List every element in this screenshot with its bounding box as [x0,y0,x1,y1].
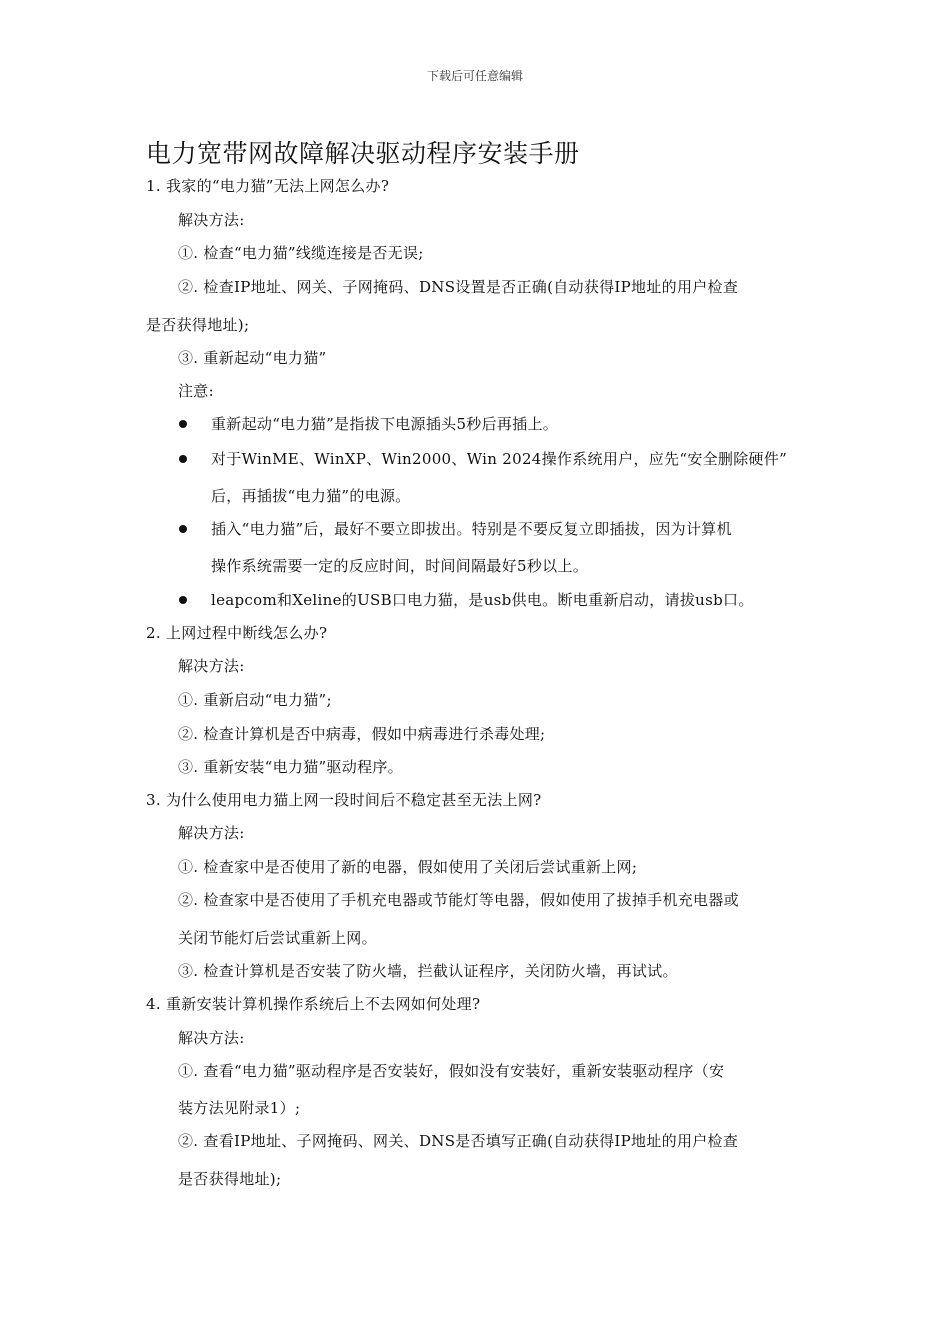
note-item-4: leapcom和Xeline的USB口电力猫，是usb供电。断电重新启动，请拔usb口。 [211,591,754,609]
method-label-2: 解决方法: [178,657,245,675]
bullet-dot-3 [179,525,187,533]
step-4-2-cont: 是否获得地址); [178,1170,282,1188]
page-header: 下载后可任意编辑 [426,69,523,83]
question-2: 2. 上网过程中断线怎么办? [146,624,328,642]
step-2-3: ③. 重新安装“电力猫”驱动程序。 [178,758,403,776]
question-3: 3. 为什么使用电力猫上网一段时间后不稳定甚至无法上网? [146,791,542,809]
note-item-3: 插入“电力猫”后，最好不要立即拔出。特别是不要反复立即插拔，因为计算机 [211,520,732,538]
step-3-1: ①. 检查家中是否使用了新的电器，假如使用了关闭后尝试重新上网; [178,858,638,876]
step-3-2: ②. 检查家中是否使用了手机充电器或节能灯等电器，假如使用了拔掉手机充电器或 [178,891,739,909]
step-3-3: ③. 检查计算机是否安装了防火墙，拦截认证程序，关闭防火墙，再试试。 [178,962,678,980]
note-item-3-cont: 操作系统需要一定的反应时间，时间间隔最好5秒以上。 [211,557,589,575]
step-2-2: ②. 检查计算机是否中病毒，假如中病毒进行杀毒处理; [178,725,546,743]
note-item-2: 对于WinME、WinXP、Win2000、Win 2024操作系统用户，应先“安全删除硬件” [211,450,788,468]
question-4: 4. 重新安装计算机操作系统后上不去网如何处理? [146,995,481,1013]
step-1-3: ③. 重新起动“电力猫” [178,349,327,367]
bullet-dot-2 [179,455,187,463]
note-item-2-cont: 后，再插拔“电力猫”的电源。 [211,487,411,505]
bullet-dot-4 [179,596,187,604]
question-1: 1. 我家的“电力猫”无法上网怎么办? [146,177,390,195]
method-label-1: 解决方法: [178,211,245,229]
step-1-2-cont: 是否获得地址); [146,316,250,334]
step-2-1: ①. 重新启动“电力猫”; [178,691,332,709]
step-1-2: ②. 检查IP地址、网关、子网掩码、DNS设置是否正确(自动获得IP地址的用户检查 [178,278,739,296]
method-label-4: 解决方法: [178,1029,245,1047]
note-item-1: 重新起动“电力猫”是指拔下电源插头5秒后再插上。 [211,415,559,433]
step-4-2: ②. 查看IP地址、子网掩码、网关、DNS是否填写正确(自动获得IP地址的用户检查 [178,1132,739,1150]
step-3-2-cont: 关闭节能灯后尝试重新上网。 [178,929,377,947]
bullet-dot-1 [179,420,187,428]
step-4-1-cont: 装方法见附录1）; [178,1099,301,1117]
document-title: 电力宽带网故障解决驱动程序安装手册 [146,139,580,168]
step-4-1: ①. 查看“电力猫”驱动程序是否安装好，假如没有安装好，重新安装驱动程序（安 [178,1062,725,1080]
step-1-1: ①. 检查“电力猫”线缆连接是否无误; [178,244,424,262]
method-label-3: 解决方法: [178,824,245,842]
note-label: 注意: [178,382,214,400]
